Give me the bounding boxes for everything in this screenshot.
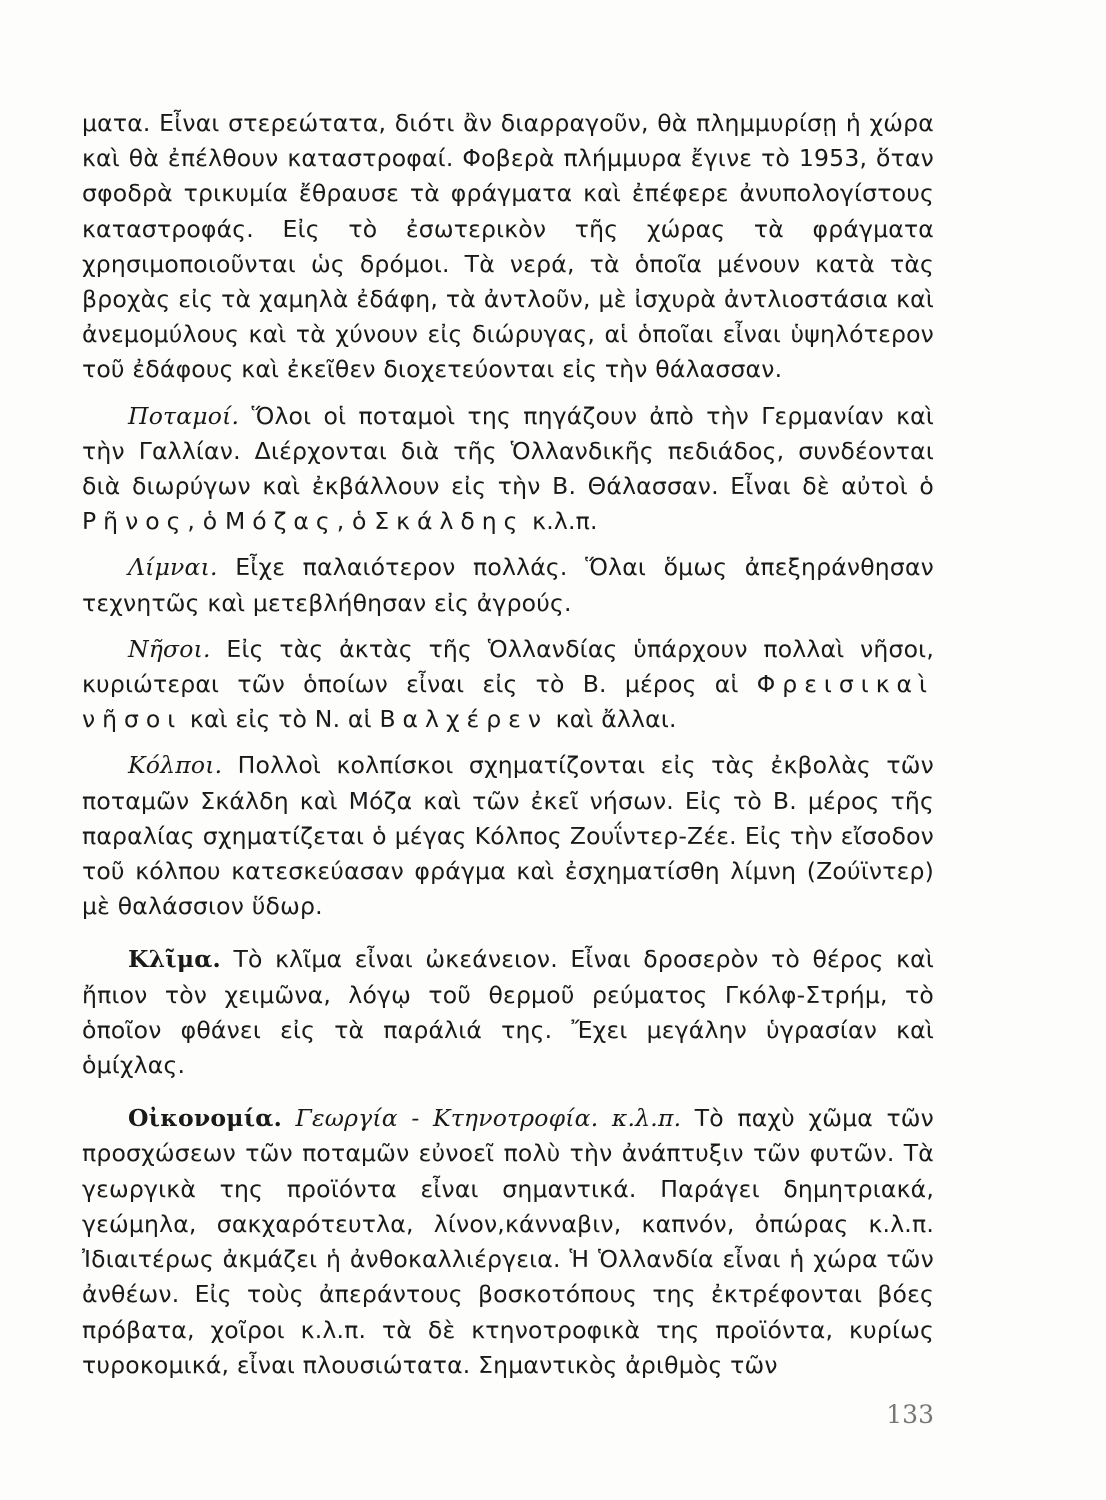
paragraph-gulfs xyxy=(82,748,934,924)
islands-heading: Νῆσοι. xyxy=(128,634,211,663)
paragraph-economy xyxy=(82,1101,934,1383)
rivers-heading: Ποταμοί. xyxy=(128,401,240,430)
river-meuse: Μόζας xyxy=(224,507,337,536)
climate-heading: Κλῖμα. xyxy=(128,945,221,974)
river-scheldt: Σκάλδης xyxy=(374,507,525,536)
lakes-heading: Λίμναι. xyxy=(128,553,218,582)
paragraph-islands xyxy=(82,632,934,738)
lakes-text: Εἶχε παλαιότερον πολλάς. Ὅλαι ὅμως ἀπεξηράνθησαν τεχνητῶς καὶ μετεβλήθησαν εἰς ἀγρούς. xyxy=(82,553,934,617)
page-number: 133 xyxy=(886,1400,934,1429)
paragraph-lakes xyxy=(82,550,934,620)
paragraph-dams xyxy=(82,106,934,388)
islands-text: Εἰς τὰς ἀκτὰς τῆς Ὁλλανδίας ὑπάρχουν πολλαὶ νῆσοι, κυριώτεραι τῶν ὁποίων εἶναι εἰς τὸ Β. μέρος αἱ xyxy=(82,634,934,699)
climate-text: Τὸ κλῖμα εἶναι ὠκεάνειον. Εἶναι δροσερὸν τὸ θέρος καὶ ἤπιον τὸν χειμῶνα, λόγῳ τοῦ θερμοῦ ρεύματος Γκόλφ-Στρήμ, τὸ ὁποῖον φθάνει εἰς τὰ παράλιά της. Ἔχει μεγάλην ὑγρασίαν καὶ ὁμίχλας. xyxy=(82,945,934,1080)
page-body xyxy=(82,106,934,1383)
gulfs-heading: Κόλποι. xyxy=(128,751,223,780)
paragraph-climate xyxy=(82,942,934,1083)
economy-text: Τὸ παχὺ χῶμα τῶν προσχώσεων τῶν ποταμῶν εὐνοεῖ πολὺ τὴν ἀνάπτυξιν τῶν φυτῶν. Τὰ γεωργικὰ της προϊόντα εἶναι σημαντικά. Παράγει δημητριακά, γεώμηλα, σακχαρότευτλα, λίνον,κάνναβιν, καπνόν, ὀπώρας κ.λ.π. Ἰδιαιτέρως ἀκμάζει ἡ ἀνθοκαλλιέργεια. Ἡ Ὁλλανδία εἶναι ἡ χώρα τῶν ἀνθέων. Εἰς τοὺς ἀπεράντους βοσκοτόπους της ἐκτρέφονται βόες πρόβατα, χοῖροι κ.λ.π. τὰ δὲ κτηνοτροφικὰ της προϊόντα, κυρίως τυροκομικά, εἶναι πλουσιώτατα. Σημαντικὸς ἀριθμὸς τῶν xyxy=(82,1104,934,1379)
rivers-text: Ὅλοι οἱ ποταμοὶ της πηγάζουν ἀπὸ τὴν Γερμανίαν καὶ τὴν Γαλλίαν. Διέρχονται διὰ τῆς Ὁλλανδικῆς πεδιάδος, συνδέονται διὰ διωρύγων καὶ ἐκβάλλουν εἰς τὴν Β. Θάλασσαν. Εἶναι δὲ αὐτοὶ ὁ xyxy=(82,401,934,501)
rivers-separator-1: , ὁ xyxy=(187,507,225,536)
islands-text-2: καὶ εἰς τὸ Ν. αἱ xyxy=(182,705,380,734)
economy-subheading: Γεωργία - Κτηνοτροφία. κ.λ.π. xyxy=(281,1104,682,1133)
frisian-islands: Φρεισικαὶ νῆσοι xyxy=(82,670,934,734)
walcheren-island: Βαλχέρεν xyxy=(379,705,548,734)
river-rhine: Ρῆνος xyxy=(82,507,188,536)
paragraph-rivers xyxy=(82,399,934,540)
rivers-tail: κ.λ.π. xyxy=(524,507,598,536)
economy-heading: Οἰκονομία. xyxy=(128,1104,282,1133)
gulfs-text: Πολλοὶ κολπίσκοι σχηματίζονται εἰς τὰς ἐκβολὰς τῶν ποταμῶν Σκάλδη καὶ Μόζα καὶ τῶν ἐκεῖ νήσων. Εἰς τὸ Β. μέρος τῆς παραλίας σχηματίζεται ὁ μέγας Κόλπος Ζουΐντερ-Ζέε. Εἰς τὴν εἴσοδον τοῦ κόλπου κατεσκεύασαν φράγμα καὶ ἐσχηματίσθη λίμνη (Ζούϊντερ) μὲ θαλάσσιον ὕδωρ. xyxy=(82,751,934,921)
dams-text: ματα. Εἶναι στερεώτατα, διότι ἂν διαρραγοῦν, θὰ πλημμυρίσῃ ἡ χώρα καὶ θὰ ἐπέλθουν καταστροφαί. Φοβερὰ πλήμμυρα ἔγινε τὸ 1953, ὅταν σφοδρὰ τρικυμία ἔθραυσε τὰ φράγματα καὶ ἐπέφερε ἀνυπολογίστους καταστροφάς. Εἰς τὸ ἐσωτερικὸν τῆς χώρας τὰ φράγματα χρησιμοποιοῦνται ὡς δρόμοι. Τὰ νερά, τὰ ὁποῖα μένουν κατὰ τὰς βροχὰς εἰς τὰ χαμηλὰ ἐδάφη, τὰ ἀντλοῦν, μὲ ἰσχυρὰ ἀντλιοστάσια καὶ ἀνεμομύλους καὶ τὰ χύνουν εἰς διώρυγας, αἱ ὁποῖαι εἶναι ὑψηλότερον τοῦ ἐδάφους καὶ ἐκεῖθεν διοχετεύονται εἰς τὴν θάλασσαν. xyxy=(82,109,934,384)
rivers-separator-2: , ὁ xyxy=(336,507,375,536)
islands-tail: καὶ ἄλλαι. xyxy=(547,705,677,734)
